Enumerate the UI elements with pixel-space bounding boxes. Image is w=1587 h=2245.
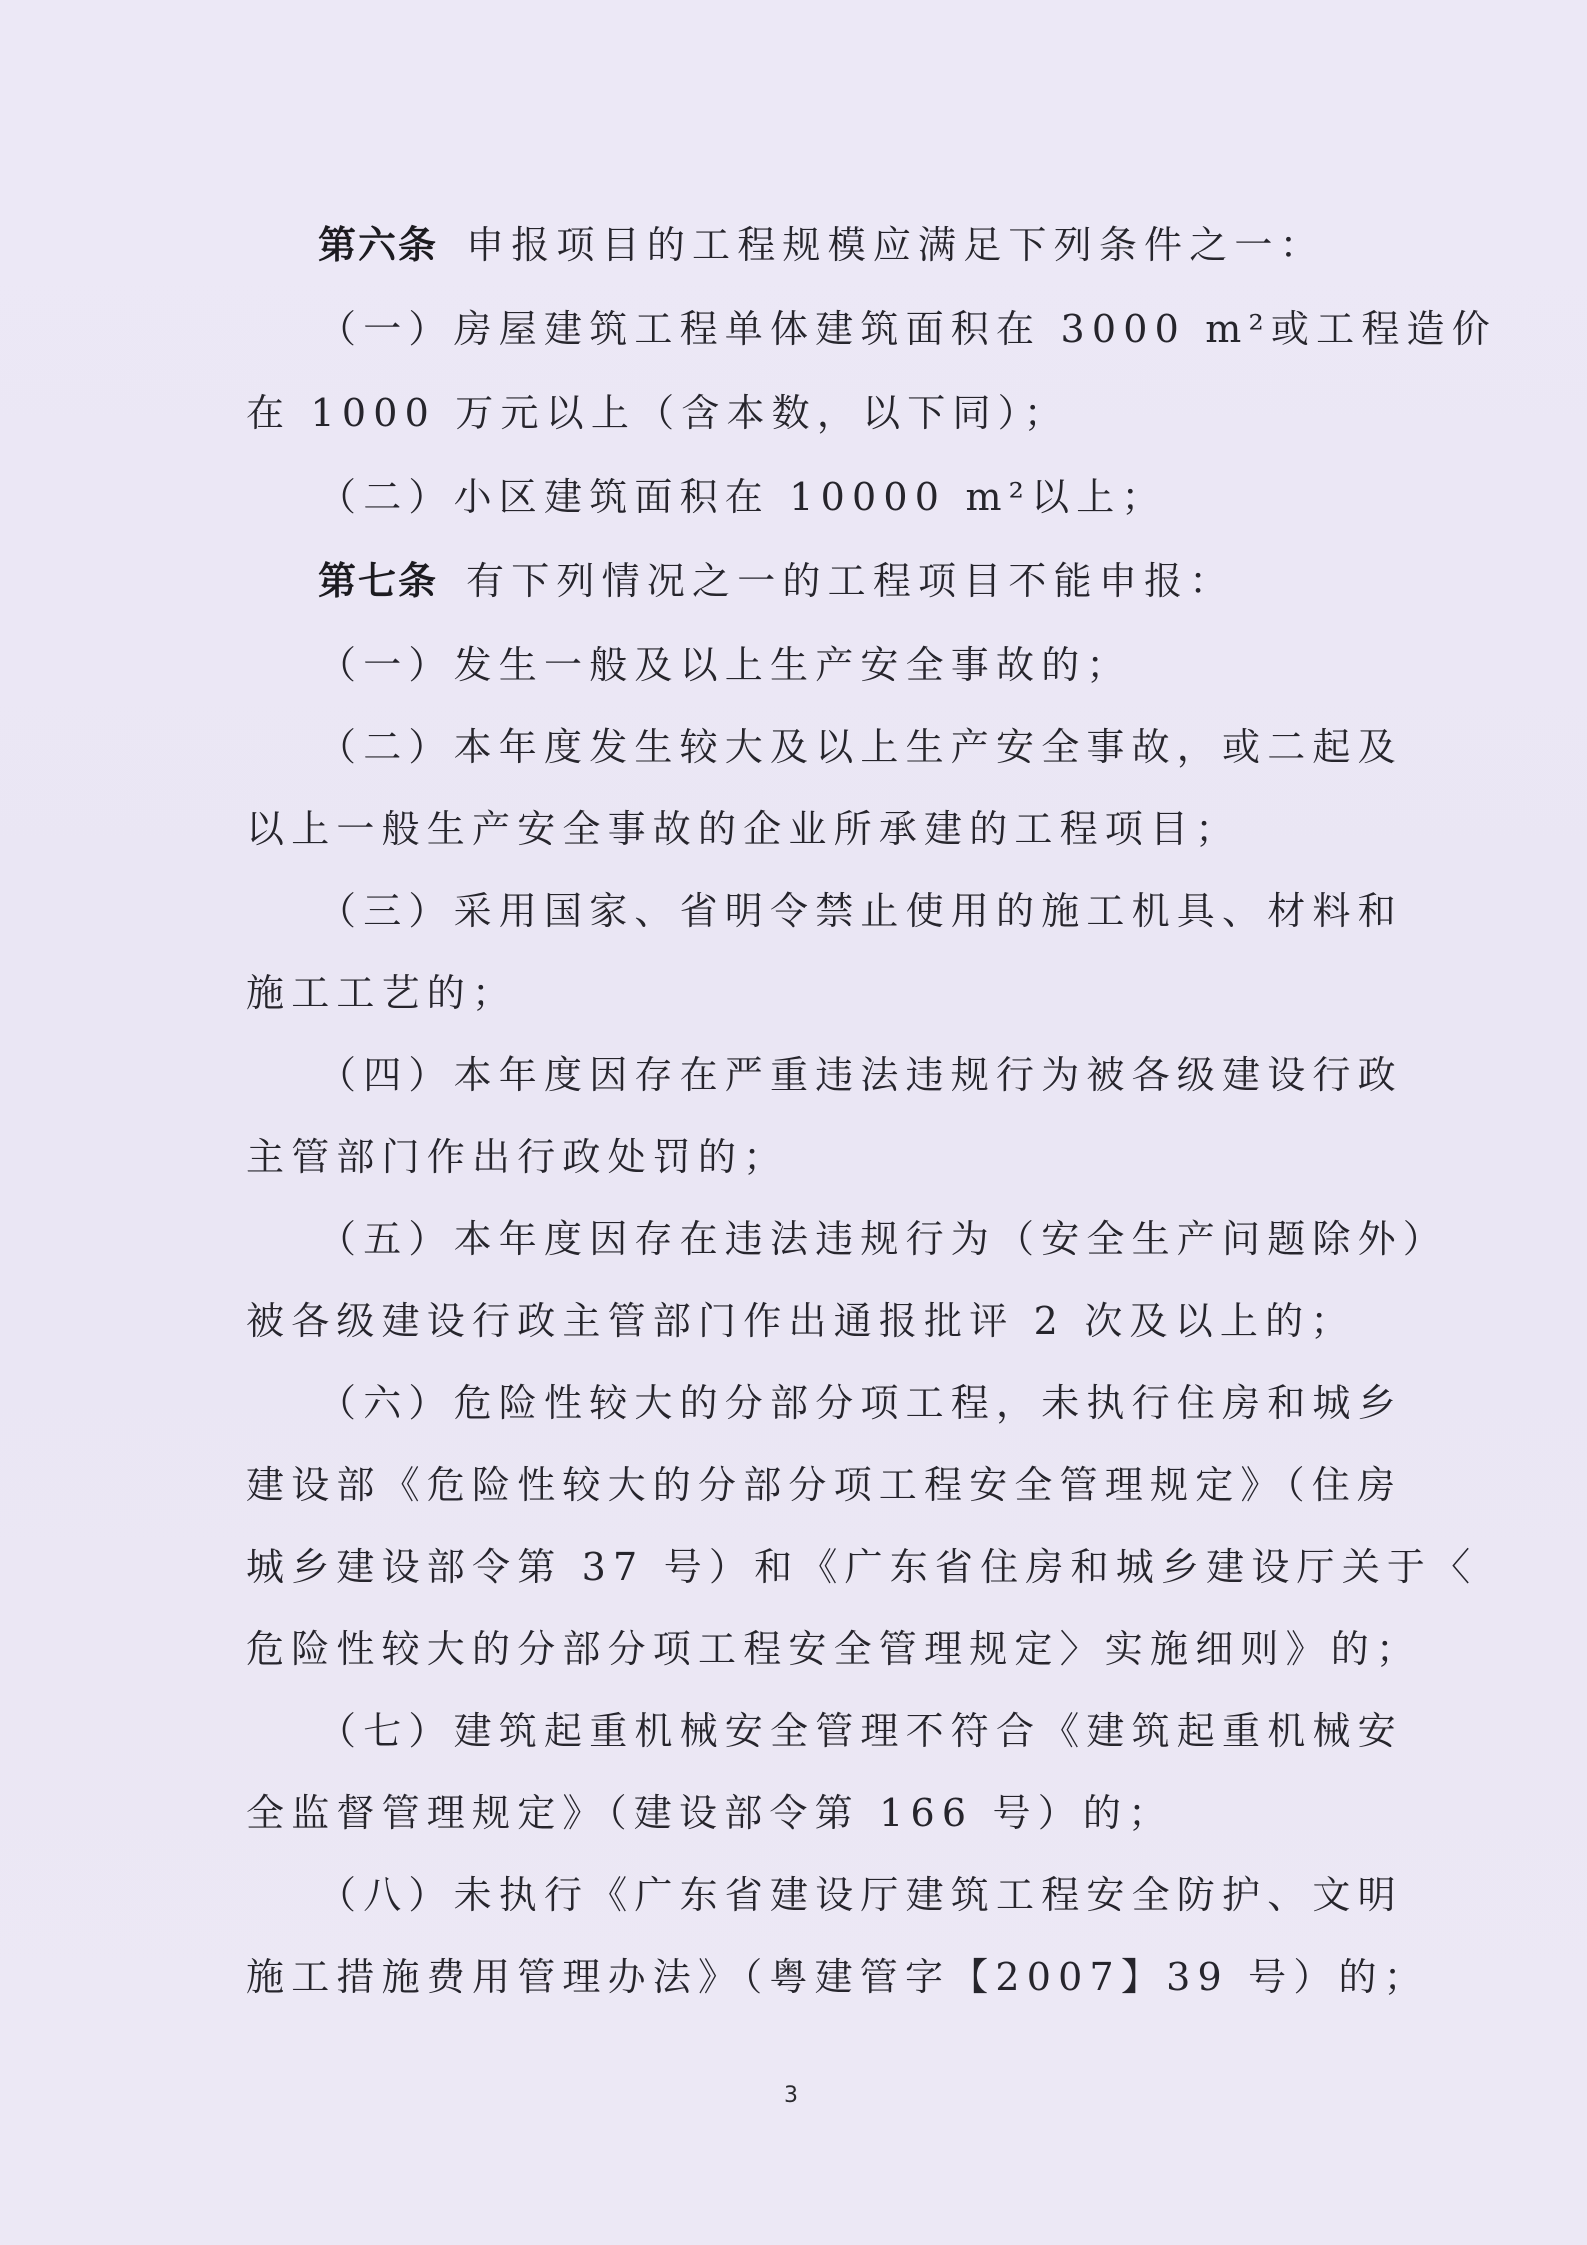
article-7-item-6-line-4: 危险性较大的分部分项工程安全管理规定〉实施细则》的； [246, 1627, 1422, 1671]
article-7-item-1-line-1: （一）发生一般及以上生产安全事故的； [318, 643, 1132, 687]
page-number: 3 [784, 2083, 798, 2108]
article-7-item-7-line-1: （七）建筑起重机械安全管理不符合《建筑起重机械安 [318, 1709, 1403, 1753]
article-7-item-4-line-1: （四）本年度因存在严重违法违规行为被各级建设行政 [318, 1053, 1403, 1097]
article-7-item-5-line-2: 被各级建设行政主管部门作出通报批评 2 次及以上的； [246, 1299, 1356, 1343]
article-6-heading [318, 222, 1325, 268]
article-7-item-8-line-2: 施工措施费用管理办法》（粤建管字【2007】39 号）的； [246, 1955, 1429, 1999]
article-7-item-2-line-1: （二）本年度发生较大及以上生产安全事故，或二起及 [318, 725, 1403, 769]
article-7-item-4-line-2: 主管部门作出行政处罚的； [246, 1135, 789, 1179]
article-7-text: 有下列情况之一的工程项目不能申报： [466, 559, 1235, 603]
article-7-label: 第七条 [318, 559, 439, 603]
article-6-item-1-line-2: 在 1000 万元以上（含本数，以下同）； [246, 391, 1070, 435]
article-7-item-2-line-2: 以上一般生产安全事故的企业所承建的工程项目； [246, 807, 1241, 851]
article-7-item-7-line-2: 全监督管理规定》（建设部令第 166 号）的； [246, 1791, 1174, 1835]
article-7-item-6-line-2: 建设部《危险性较大的分部分项工程安全管理规定》（住房 [246, 1463, 1403, 1507]
article-7-item-6-line-3: 城乡建设部令第 37 号）和《广东省住房和城乡建设厅关于〈 [246, 1545, 1478, 1589]
article-6-item-2-line-1: （二）小区建筑面积在 10000 m²以上； [318, 475, 1167, 519]
article-7-item-8-line-1: （八）未执行《广东省建设厅建筑工程安全防护、文明 [318, 1873, 1403, 1917]
article-6-text: 申报项目的工程规模应满足下列条件之一： [466, 223, 1325, 267]
article-7-item-3-line-2: 施工工艺的； [246, 971, 518, 1015]
article-7-item-5-line-1: （五）本年度因存在违法违规行为（安全生产问题除外） [318, 1217, 1449, 1261]
article-7-heading [318, 558, 1234, 604]
article-6-label: 第六条 [318, 223, 439, 267]
article-6-item-1-line-1: （一）房屋建筑工程单体建筑面积在 3000 m²或工程造价 [318, 307, 1497, 351]
article-7-item-6-line-1: （六）危险性较大的分部分项工程，未执行住房和城乡 [318, 1381, 1403, 1425]
article-7-item-3-line-1: （三）采用国家、省明令禁止使用的施工机具、材料和 [318, 889, 1403, 933]
